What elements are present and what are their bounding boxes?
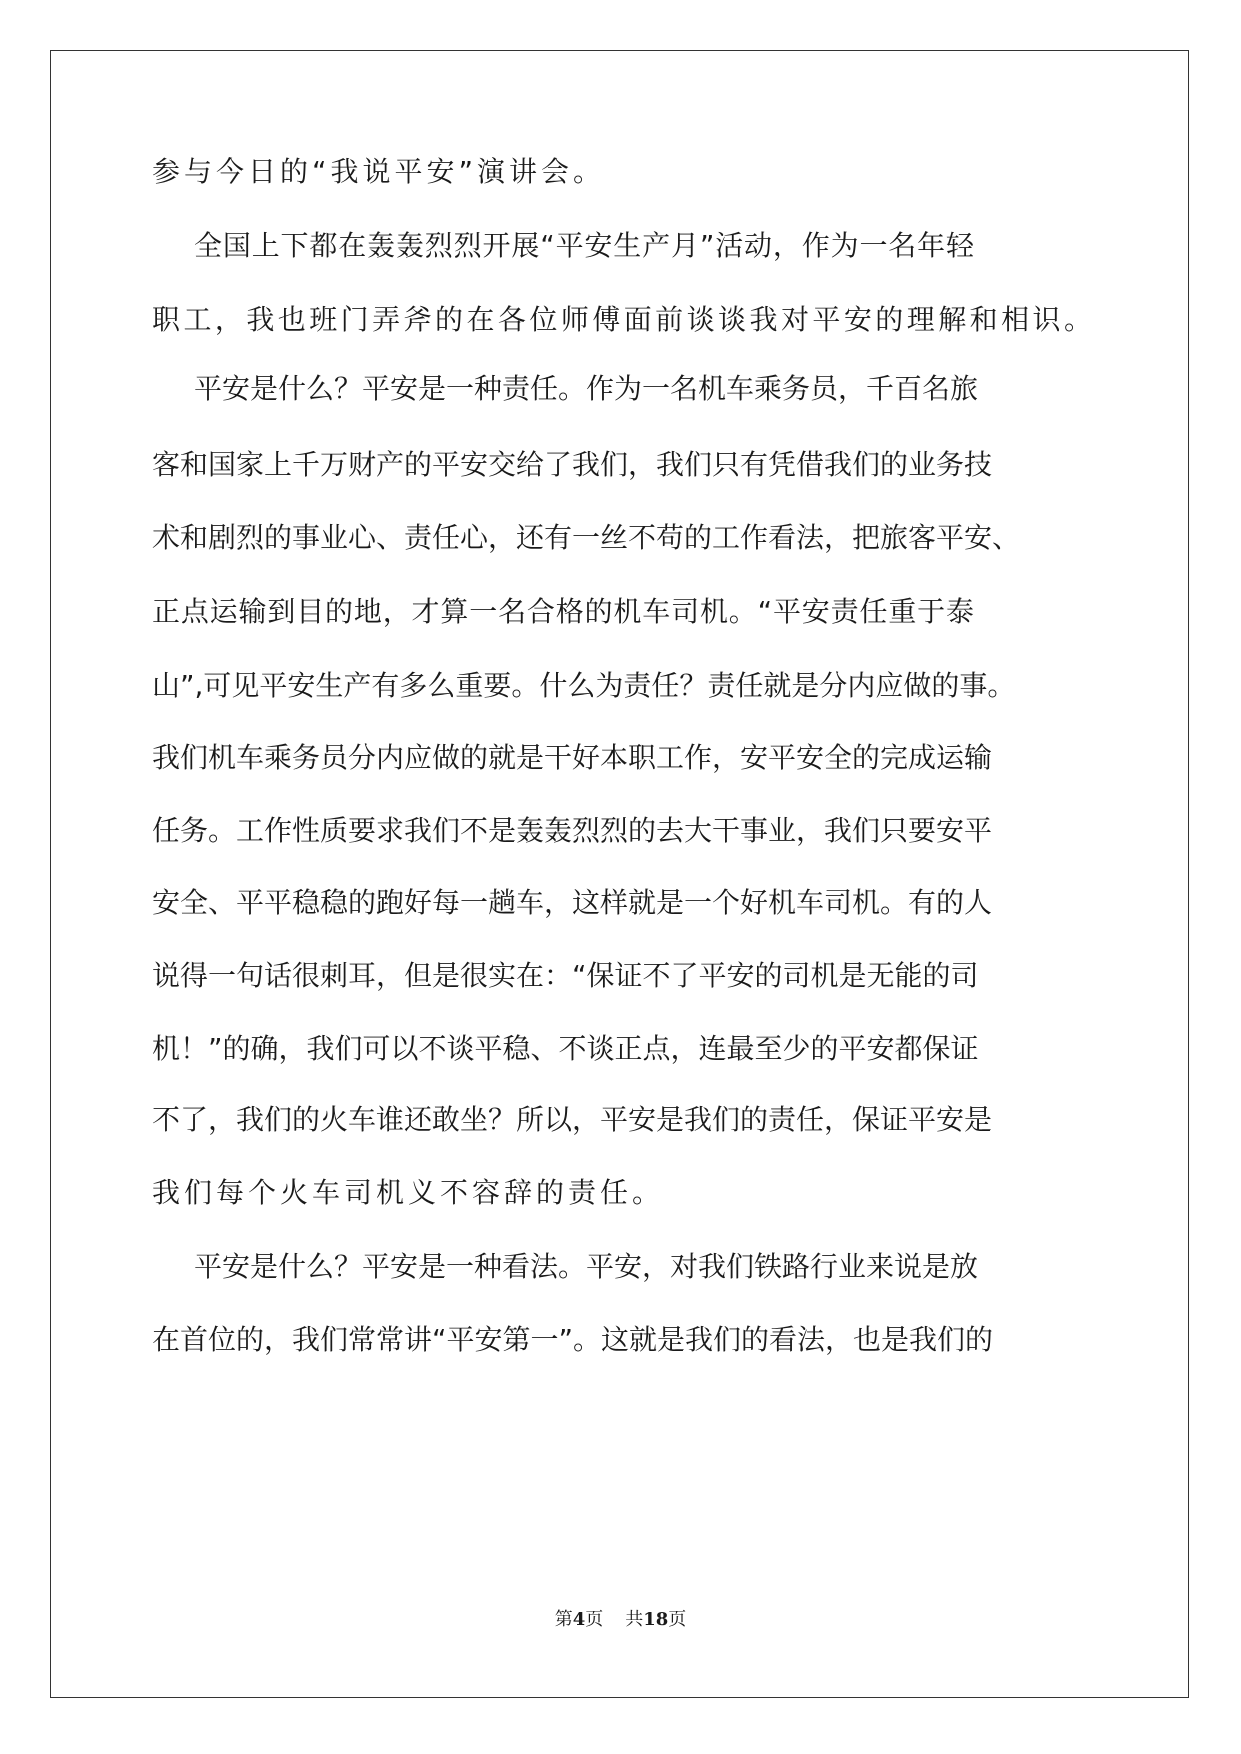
page-frame xyxy=(50,50,1189,1698)
page-suffix: 页 xyxy=(585,1609,604,1630)
text-line: 参与今日的“我说平安”演讲会。 xyxy=(152,155,606,188)
text-line: 全国上下都在轰轰烈烈开展“平安生产月”活动，作为一名年轻 xyxy=(194,229,974,262)
text-line: 在首位的，我们常常讲“平安第一”。这就是我们的看法，也是我们的 xyxy=(152,1323,994,1356)
text-line: 职工，我也班门弄斧的在各位师傅面前谈谈我对平安的理解和相识。 xyxy=(152,303,1092,336)
text-line: 我们每个火车司机义不容辞的责任。 xyxy=(152,1176,665,1209)
text-line: 我们机车乘务员分内应做的就是干好本职工作，安平安全的完成运输 xyxy=(152,741,993,774)
text-line: 不了，我们的火车谁还敢坐？所以，平安是我们的责任，保证平安是 xyxy=(152,1103,993,1136)
page-footer xyxy=(0,1605,1241,1631)
text-line: 正点运输到目的地，才算一名合格的机车司机。“平安责任重于泰 xyxy=(152,595,974,628)
page-number: 4 xyxy=(572,1609,586,1630)
text-line: 平安是什么？平安是一种看法。平安，对我们铁路行业来说是放 xyxy=(194,1250,979,1283)
text-line: 客和国家上千万财产的平安交给了我们，我们只有凭借我们的业务技 xyxy=(152,448,993,481)
text-line: 山”,可见平安生产有多么重要。什么为责任？责任就是分内应做的事。 xyxy=(152,669,1016,702)
total-suffix: 页 xyxy=(668,1609,687,1630)
text-line: 任务。工作性质要求我们不是轰轰烈烈的去大干事业，我们只要安平 xyxy=(152,814,993,847)
text-line: 机！”的确，我们可以不谈平稳、不谈正点，连最至少的平安都保证 xyxy=(152,1032,979,1065)
text-line: 安全、平平稳稳的跑好每一趟车，这样就是一个好机车司机。有的人 xyxy=(152,886,993,919)
text-line: 平安是什么？平安是一种责任。作为一名机车乘务员，千百名旅 xyxy=(194,372,979,405)
text-line: 术和剧烈的事业心、责任心，还有一丝不苟的工作看法，把旅客平安、 xyxy=(152,521,1021,554)
total-prefix: 共 xyxy=(625,1609,644,1630)
total-pages: 18 xyxy=(643,1609,669,1630)
page-prefix: 第 xyxy=(554,1609,573,1630)
text-line: 说得一句话很刺耳，但是很实在：“保证不了平安的司机是无能的司 xyxy=(152,959,979,992)
